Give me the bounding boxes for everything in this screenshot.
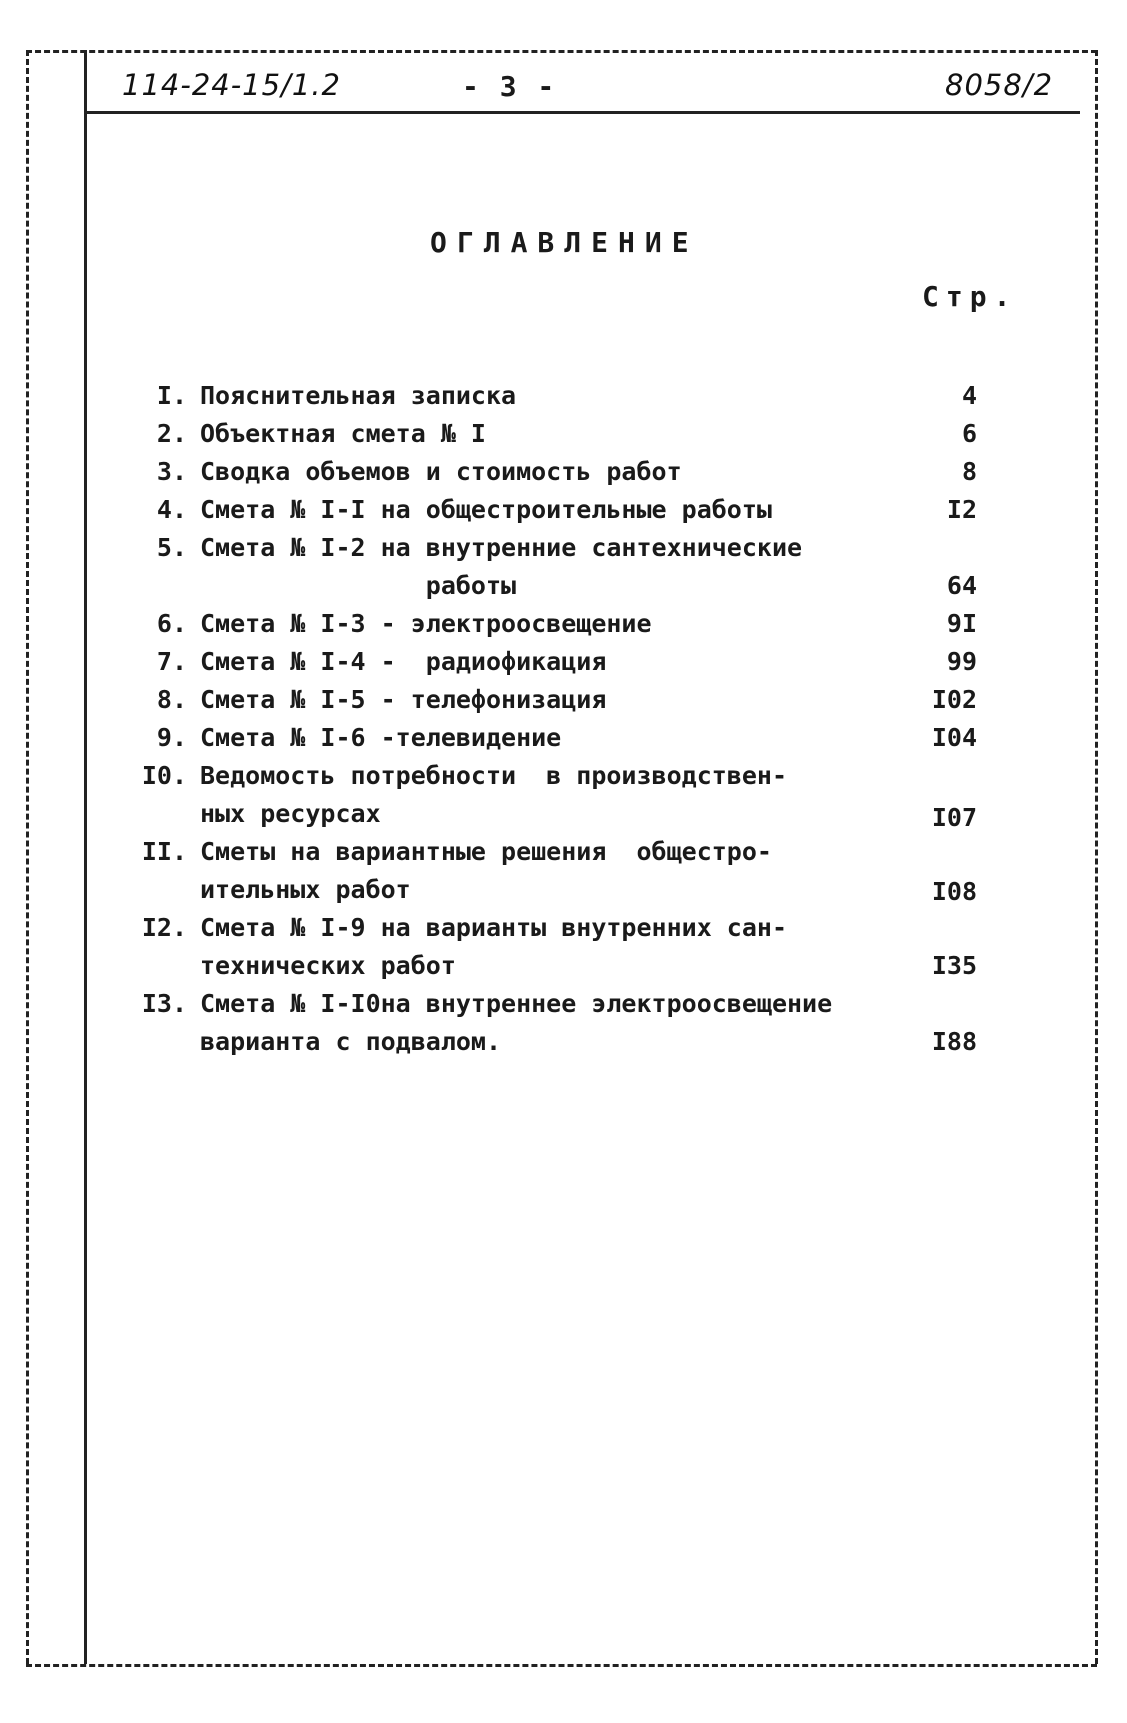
toc-entry-number: I0. bbox=[141, 761, 187, 790]
toc-entry-page: I88 bbox=[931, 1027, 977, 1056]
page-number: - 3 - bbox=[462, 70, 557, 103]
toc-entry-title: Смета № I-9 на варианты внутренних сан- технических работ bbox=[200, 913, 787, 980]
toc-entry-page: 6 bbox=[961, 419, 977, 448]
toc-entry-title: Смета № I-6 -телевидение bbox=[200, 723, 562, 752]
frame-binding-margin-line bbox=[84, 50, 87, 1664]
toc-entry-page: I08 bbox=[931, 877, 977, 906]
toc-entry-number: 4. bbox=[156, 495, 187, 524]
document-code: 114-24-15/1.2 bbox=[122, 68, 341, 102]
sheet-id: 8058/2 bbox=[945, 68, 1054, 102]
toc-entry-page: I04 bbox=[931, 723, 977, 752]
toc-entry-page: I02 bbox=[931, 685, 977, 714]
toc-entry-title: Смета № I-I на общестроительные работы bbox=[200, 495, 772, 524]
toc-entry-title: Сметы на вариантные решения общестро- ительных работ bbox=[200, 837, 772, 904]
frame-left-border bbox=[26, 50, 29, 1664]
toc-entry-title: Ведомость потребности в производствен- ных ресурсах bbox=[200, 761, 787, 828]
toc-entry-page: I2 bbox=[946, 495, 977, 524]
pages-column-label: Стр. bbox=[922, 280, 1018, 313]
header-rule bbox=[84, 111, 1080, 114]
toc-entry-number: II. bbox=[141, 837, 187, 866]
toc-entry-title: Смета № I-2 на внутренние сантехнические работы bbox=[200, 533, 803, 600]
toc-entry-page: 99 bbox=[946, 647, 977, 676]
frame-bottom-border bbox=[26, 1664, 1097, 1667]
toc-entry-page: 9I bbox=[946, 609, 977, 638]
toc-entry-number: 2. bbox=[156, 419, 187, 448]
toc-entry-title: Смета № I-4 - радиофикация bbox=[200, 647, 607, 676]
toc-entry-title: Смета № I-5 - телефонизация bbox=[200, 685, 607, 714]
toc-entry-number: 7. bbox=[156, 647, 187, 676]
toc-title: ОГЛАВЛЕНИЕ bbox=[430, 226, 699, 259]
frame-top-border bbox=[26, 50, 1097, 53]
toc-entry-number: 9. bbox=[156, 723, 187, 752]
toc-entry-number: I. bbox=[156, 381, 187, 410]
toc-entry-number: I3. bbox=[141, 989, 187, 1018]
toc-entry-number: 6. bbox=[156, 609, 187, 638]
toc-entry-page: I35 bbox=[931, 951, 977, 980]
toc-entry-title: Смета № I-3 - электроосвещение bbox=[200, 609, 652, 638]
toc-entry-number: 3. bbox=[156, 457, 187, 486]
toc-entry-number: 5. bbox=[156, 533, 187, 562]
frame-right-border bbox=[1095, 50, 1098, 1664]
toc-entry-page: 8 bbox=[961, 457, 977, 486]
toc-entry-title: Смета № I-I0на внутреннее электроосвещение варианта с подвалом. bbox=[200, 989, 833, 1056]
toc-entry-title: Сводка объемов и стоимость работ bbox=[200, 457, 682, 486]
toc-entry-number: 8. bbox=[156, 685, 187, 714]
toc-entry-page: I07 bbox=[931, 803, 977, 832]
toc-entry-page: 4 bbox=[961, 381, 977, 410]
toc-entry-title: Пояснительная записка bbox=[200, 381, 517, 410]
toc-entry-number: I2. bbox=[141, 913, 187, 942]
toc-entry-title: Объектная смета № I bbox=[200, 419, 486, 448]
toc-entry-page: 64 bbox=[946, 571, 977, 600]
